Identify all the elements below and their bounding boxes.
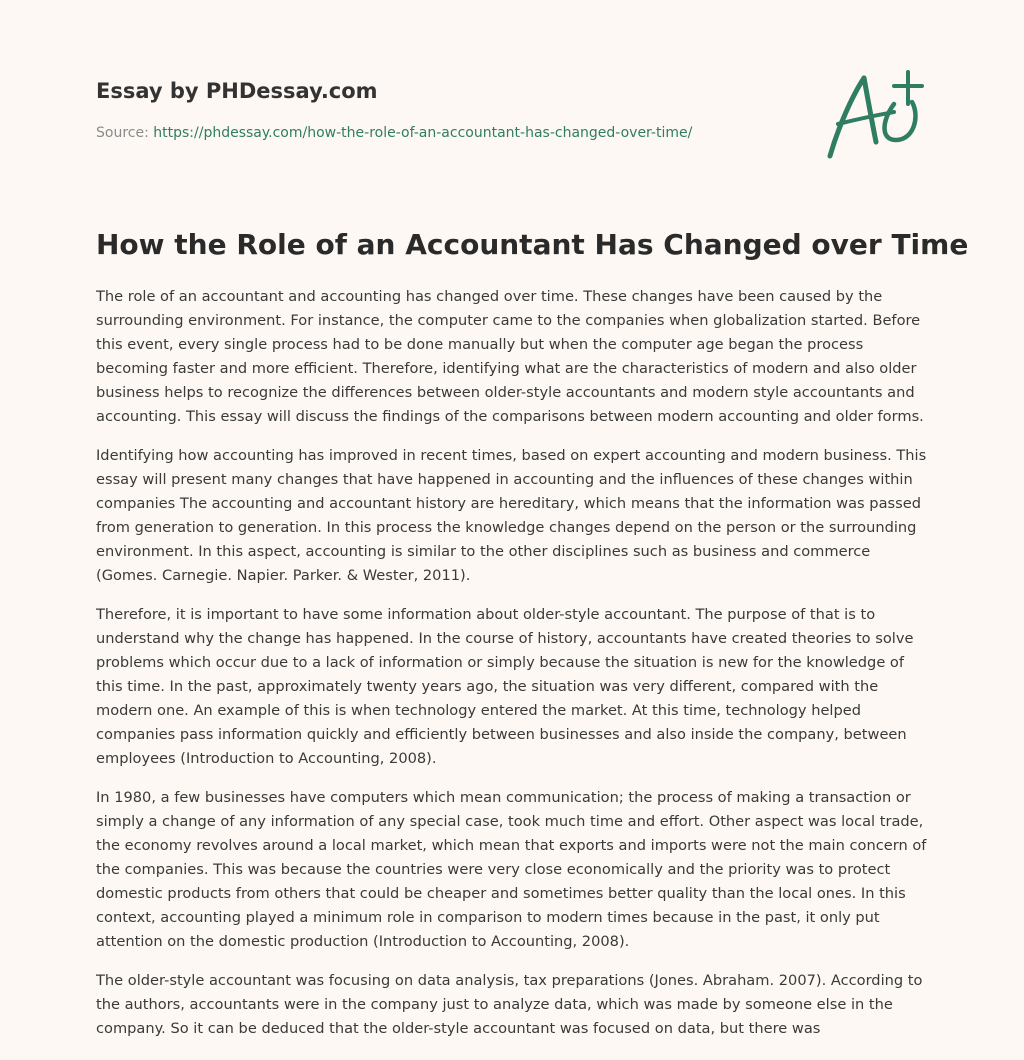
article-title: How the Role of an Accountant Has Changed over Time <box>96 228 969 261</box>
article-body <box>96 285 928 1060</box>
paragraph: The older-style accountant was focusing on data analysis, tax preparations (Jones. Abraham. 2007). According to the authors, accountants were in the company just to analyze data, which was made by someone else in the company. So it can be deduced that the older-style accountant was focused on data, but there was <box>96 972 923 1037</box>
source-link[interactable]: https://phdessay.com/how-the-role-of-an-accountant-has-changed-over-time/ <box>153 125 693 141</box>
essay-header <box>96 78 796 142</box>
paragraph: In 1980, a few businesses have computers which mean communication; the process of making a transaction or simply a change of any information of any special case, took much time and effort. Other aspect was local trade, the economy revolves around a local market, which mean that exports and imports were not the main concern of the companies. This was because the countries were very close economically and the priority was to protect domestic products from others that could be cheaper and sometimes better quality than the local ones. In this context, accounting played a minimum role in comparison to modern times because in the past, it only put attention on the domestic production (Introduction to Accounting, 2008). <box>96 789 927 950</box>
source-label: Source: <box>96 125 154 141</box>
brand-title: Essay by PHDessay.com <box>96 79 378 103</box>
paragraph: Identifying how accounting has improved in recent times, based on expert accounting and modern business. This essay will present many changes that have happened in accounting and the influences of these changes within companies The accounting and accountant history are hereditary, which means that the information was passed from generation to generation. In this process the knowledge changes depend on the person or the surrounding environment. In this aspect, accounting is similar to the other disciplines such as business and commerce (Gomes. Carnegie. Napier. Parker. & Wester, 2011). <box>96 447 927 584</box>
source-line <box>96 124 796 142</box>
a-plus-grade-icon <box>822 66 928 164</box>
paragraph: Therefore, it is important to have some information about older-style accountant. The purpose of that is to understand why the change has happened. In the course of history, accountants have created theories to solve problems which occur due to a lack of information or simply because the situation is new for the knowledge of this time. In the past, approximately twenty years ago, the situation was very different, compared with the modern one. An example of this is when technology entered the market. At this time, technology helped companies pass information quickly and efficiently between businesses and also inside the company, between employees (Introduction to Accounting, 2008). <box>96 606 914 767</box>
paragraph: The role of an accountant and accounting has changed over time. These changes have been caused by the surrounding environment. For instance, the computer came to the companies when globalization started. Before this event, every single process had to be done manually but when the computer age began the process becoming faster and more efficient. Therefore, identifying what are the characteristics of modern and also older business helps to recognize the differences between older-style accountants and modern style accountants and accounting. This essay will discuss the findings of the comparisons between modern accounting and older forms. <box>96 288 924 425</box>
